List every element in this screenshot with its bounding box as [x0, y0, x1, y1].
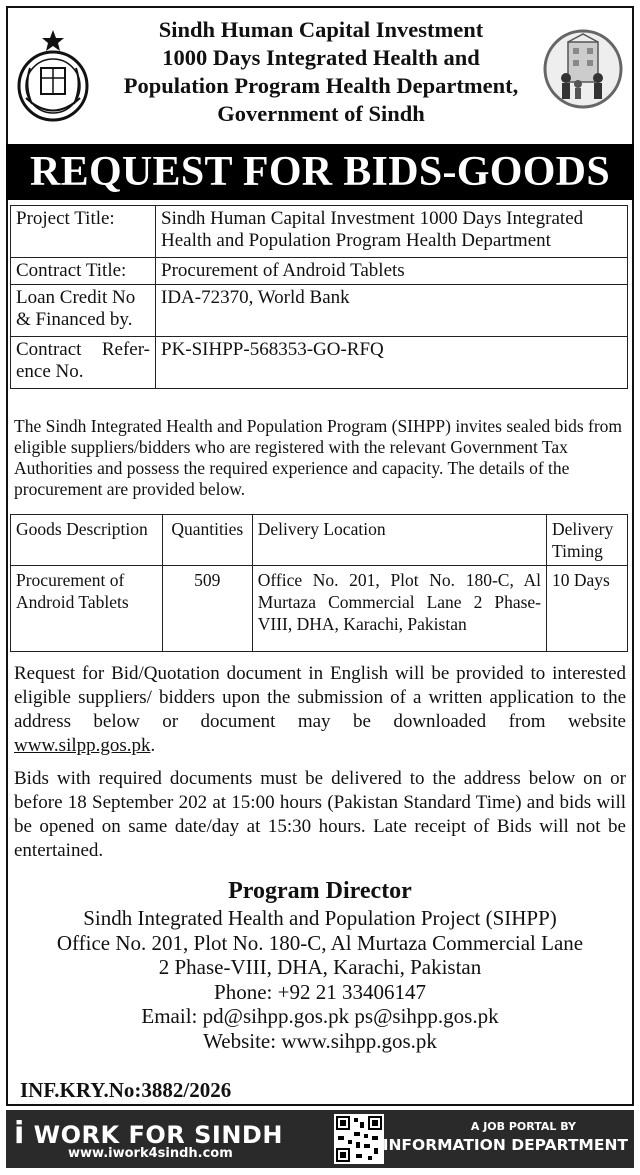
- heading-line: Population Program Health Department,: [123, 73, 519, 98]
- reference-number: INF.KRY.No:3882/2026: [20, 1078, 232, 1102]
- portal-caption: A JOB PORTAL BY: [470, 1120, 576, 1133]
- government-of-sindh-emblem-icon: [16, 28, 90, 128]
- delivery-location-header: Delivery Location: [252, 515, 546, 566]
- brand-text: WORK FOR SINDH: [33, 1121, 283, 1149]
- goods-quantity: 509: [162, 566, 252, 652]
- footer-banner: [6, 1110, 634, 1168]
- heading-line: Government of Sindh: [217, 101, 425, 126]
- delivery-timing-header: Delivery Timing: [547, 515, 628, 566]
- intro-paragraph: The Sindh Integrated Health and Population Program (SIHPP) invites sealed bids from eligible suppliers/bidders who are registered with the relevant Government Tax Authorities and possess the required experience and capacity. The details of the procurement are provided below.: [14, 416, 623, 499]
- table-row: [11, 285, 628, 337]
- director-line: Office No. 201, Plot No. 180-C, Al Murtaza Commercial Lane: [56, 930, 584, 955]
- program-director-block: [6, 876, 634, 1053]
- goods-table-header: [11, 515, 628, 566]
- notice-header: [6, 6, 634, 144]
- table-row: [11, 206, 628, 258]
- reference-label-line: ence No.: [16, 361, 84, 382]
- heading-line: 1000 Days Integrated Health and: [162, 45, 480, 70]
- director-line: Sindh Integrated Health and Population Project (SIHPP): [83, 906, 557, 930]
- notice-banner: REQUEST FOR BIDS-GOODS: [6, 144, 634, 200]
- quantities-header: Quantities: [162, 515, 252, 566]
- family-health-logo-icon: [542, 28, 624, 110]
- brand-url[interactable]: www.iwork4sindh.com: [68, 1146, 233, 1161]
- portal-department: INFORMATION DEPARTMENT: [382, 1136, 628, 1154]
- director-phone: Phone: +92 21 33406147: [214, 979, 426, 1004]
- goods-delivery-location: Office No. 201, Plot No. 180-C, Al Murtaza Commercial Lane 2 Phase-VIII, DHA, Karachi, Pakistan: [252, 566, 546, 652]
- director-line: 2 Phase-VIII, DHA, Karachi, Pakistan: [158, 955, 482, 979]
- brand-i-icon: i: [14, 1116, 25, 1151]
- project-title-label: Project Title:: [11, 206, 156, 258]
- project-title-value: Sindh Human Capital Investment 1000 Days Integrated Health and Population Program Health Department: [156, 206, 628, 258]
- contract-reference-value: PK-SIHPP-568353-GO-RFQ: [156, 337, 628, 389]
- table-row: [11, 566, 628, 652]
- loan-credit-value: IDA-72370, World Bank: [156, 285, 628, 337]
- heading-line: Sindh Human Capital Investment: [158, 17, 484, 42]
- goods-table: [10, 514, 628, 652]
- contract-title-label: Contract Title:: [11, 258, 156, 285]
- document-text-end: .: [150, 735, 156, 756]
- reference-label-line: Contract Refer-: [16, 339, 150, 360]
- document-text: Request for Bid/Quotation document in English will be provided to interested eligible suppliers/ bidders upon the submission of a written application to the address below or document may be downloaded from website: [14, 663, 626, 732]
- contract-title-value: Procurement of Android Tablets: [156, 258, 628, 285]
- department-heading: [101, 16, 541, 128]
- table-row: [11, 337, 628, 389]
- goods-description: Procurement of Android Tablets: [11, 566, 163, 652]
- director-title: Program Director: [228, 878, 412, 904]
- loan-label-line: Loan Credit No: [16, 287, 136, 308]
- director-website: Website: www.sihpp.gos.pk: [203, 1028, 437, 1053]
- goods-delivery-timing: 10 Days: [547, 566, 628, 652]
- loan-label-line: & Financed by.: [16, 309, 133, 330]
- director-email: Email: pd@sihpp.gos.pk ps@sihpp.gos.pk: [141, 1004, 499, 1028]
- bids-paragraph: Bids with required documents must be delivered to the address below on or before 18 September 202 at 15:00 hours (Pakistan Standard Time) and bids will be opened on same date/day at 15:30 hours. Late receipt of Bids will not be entertained.: [14, 768, 626, 861]
- contract-reference-label: [11, 337, 156, 389]
- document-paragraph: [14, 662, 626, 758]
- download-website-link[interactable]: www.silpp.gos.pk: [14, 735, 151, 756]
- goods-description-header: Goods Description: [11, 515, 163, 566]
- loan-credit-label: [11, 285, 156, 337]
- qr-code-icon: [334, 1114, 384, 1164]
- project-info-table: [10, 205, 628, 389]
- table-row: [11, 258, 628, 285]
